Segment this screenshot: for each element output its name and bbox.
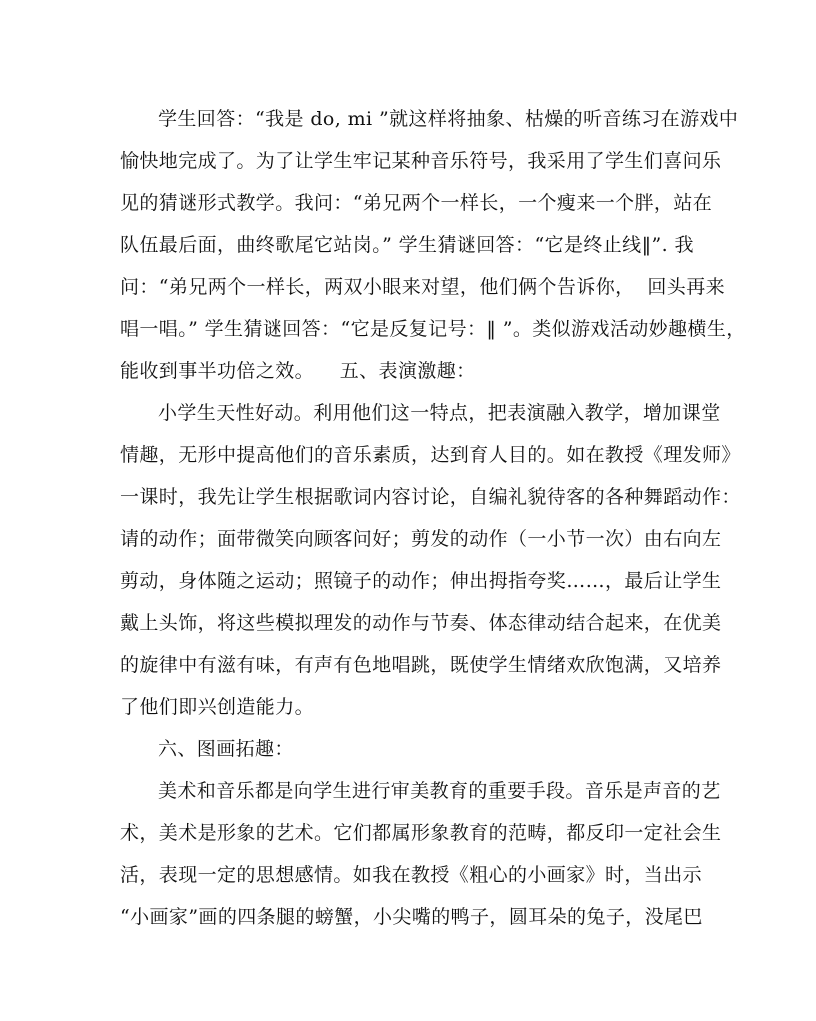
paragraph-line: 美术和音乐都是向学生进行审美教育的重要手段。音乐是声音的艺: [158, 780, 721, 802]
paragraph-line: “小画家”画的四条腿的螃蟹，小尖嘴的鸭子，圆耳朵的兔子，没尾巴: [120, 906, 703, 928]
paragraph-line: 的旋律中有滋有味，有声有色地唱跳，既使学生情绪欢欣饱满，又培养: [120, 654, 722, 676]
paragraph-line: 戴上头饰，将这些模拟理发的动作与节奏、体态律动结合起来，在优美: [120, 612, 722, 634]
paragraph-line: 问：“弟兄两个一样长，两双小眼来对望，他们俩个告诉你， 回头再来: [120, 276, 725, 298]
paragraph-line: 唱一唱。” 学生猜谜回答：“它是反复记号：‖ ”。类似游戏活动妙趣横生，: [120, 318, 746, 340]
section-heading: 六、图画拓趣：: [158, 738, 294, 760]
document-body: [120, 98, 746, 938]
paragraph-line: 术，美术是形象的艺术。它们都属形象教育的范畴，都反印一定社会生: [120, 822, 722, 844]
paragraph-line: 小学生天性好动。利用他们这一特点，把表演融入教学，增加课堂: [158, 402, 721, 424]
paragraph-line: 见的猜谜形式教学。我问：“弟兄两个一样长，一个瘦来一个胖，站在: [120, 192, 713, 214]
paragraph-line: 能收到事半功倍之效。 五、表演激趣：: [120, 360, 476, 382]
paragraph-line: 学生回答：“我是 do, mi ”就这样将抽象、枯燥的听音练习在游戏中: [158, 108, 739, 130]
paragraph-line: 队伍最后面，曲终歌尾它站岗。” 学生猜谜回答：“它是终止线‖”. 我: [120, 234, 694, 256]
paragraph-line: 愉快地完成了。为了让学生牢记某种音乐符号，我采用了学生们喜问乐: [120, 150, 722, 172]
paragraph-line: 剪动，身体随之运动；照镜子的动作；伸出拇指夸奖……，最后让学生: [120, 570, 722, 592]
paragraph-line: 一课时，我先让学生根据歌词内容讨论，自编礼貌待客的各种舞蹈动作：: [120, 486, 741, 508]
paragraph-line: 请的动作；面带微笑向顾客问好；剪发的动作（一小节一次）由右向左: [120, 528, 722, 550]
paragraph-line: 情趣，无形中提高他们的音乐素质，达到育人目的。如在教授《理发师》: [120, 444, 741, 466]
paragraph-line: 了他们即兴创造能力。: [120, 696, 315, 718]
paragraph-line: 活，表现一定的思想感情。如我在教授《粗心的小画家》时，当出示: [120, 864, 703, 886]
